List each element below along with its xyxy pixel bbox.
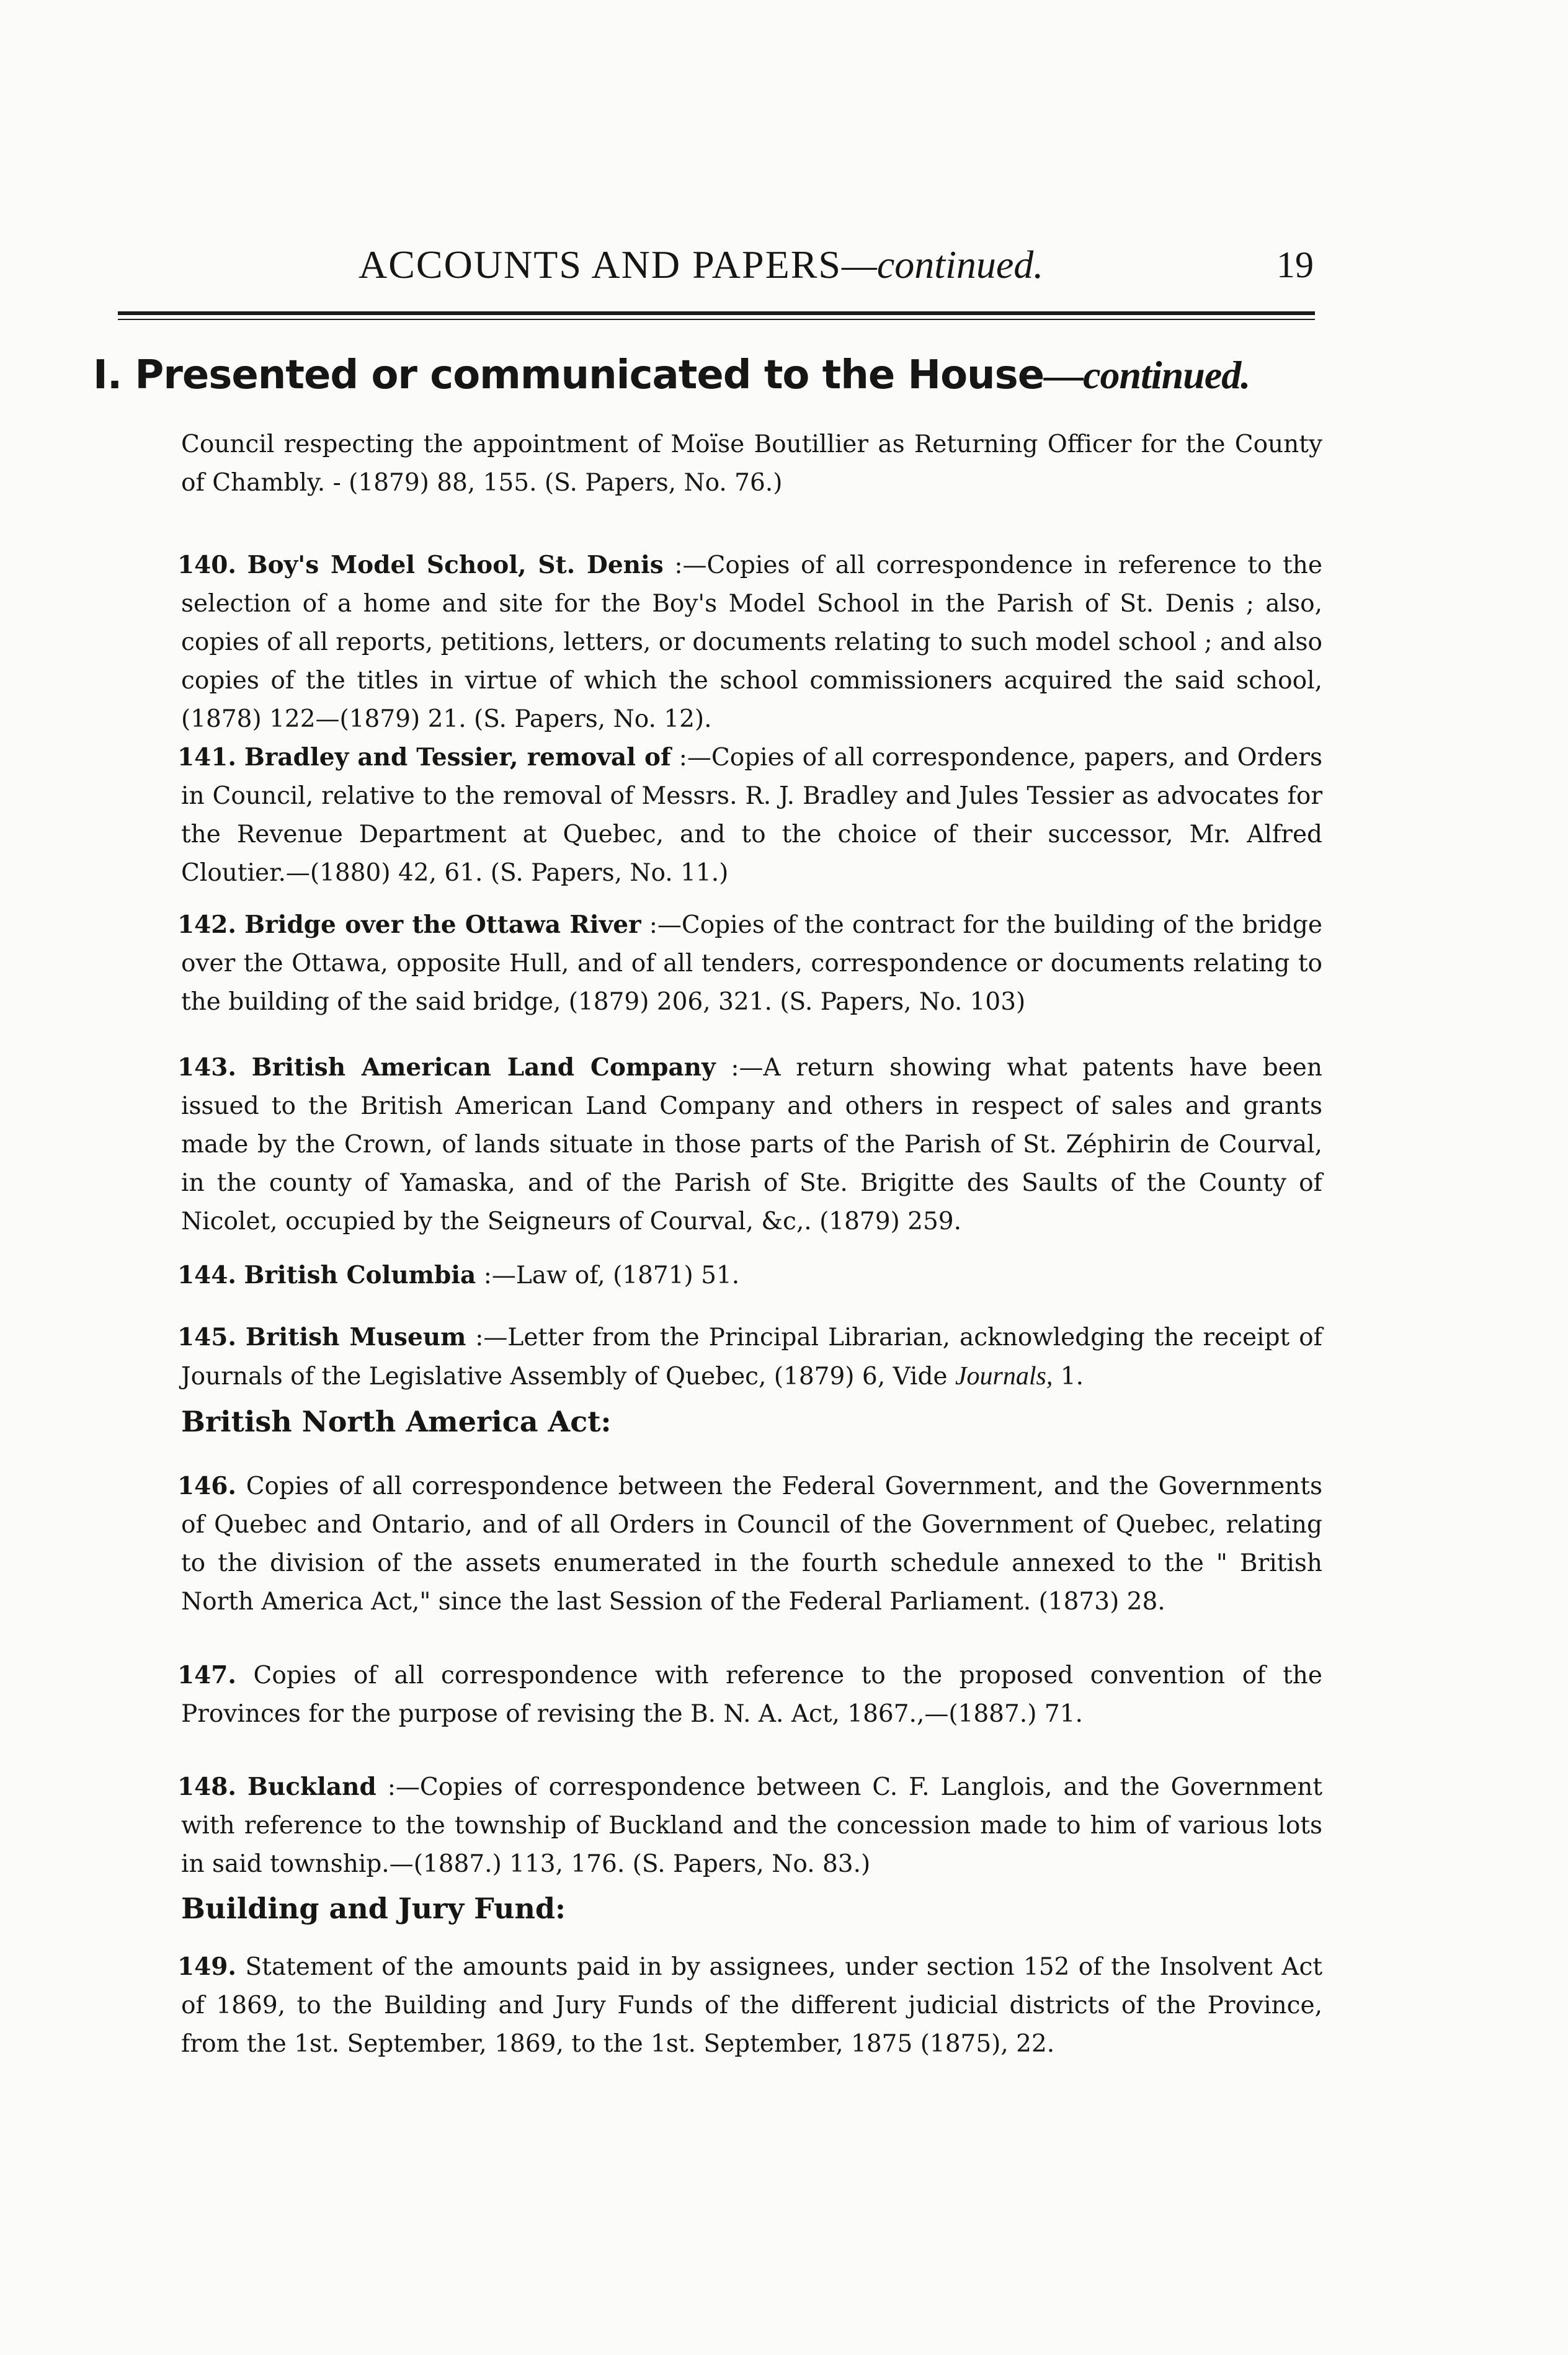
entry-italic-ref: Journals, (955, 1362, 1053, 1391)
entry-144 (177, 1256, 1322, 1295)
entry-heading: Buckland (247, 1773, 376, 1801)
entry-text: :—Copies of all correspondence in reference to the selection of a home and site for the Boy's Model School in the Parish of St. Denis ; also, copies of all reports, petitions, letters, or documents relating to such model school ; and also copies of the titles in virtue of which the school commissioners acquired the said school, (1878) 122—(1879) 21. (S. Papers, No. 12). (181, 551, 1322, 733)
entry-number: 146. (177, 1472, 236, 1500)
entry-heading: Bridge over the Ottawa River (244, 910, 641, 939)
running-header (359, 237, 1314, 293)
page-number: 19 (1276, 244, 1314, 285)
header-rule-thick (118, 311, 1315, 315)
entry-heading: Bradley and Tessier, removal of (244, 743, 671, 772)
header-rule-thin (118, 319, 1315, 320)
entry-text: :—Copies of all correspondence, papers, and Orders in Council, relative to the removal of Messrs. R. J. Bradley and Jules Tessier as advocates for the Revenue Department at Quebec, and to the choice of their successor, Mr. Alfred Cloutier.—(1880) 42, 61. (S. Papers, No. 11.) (181, 744, 1322, 887)
entry-number: 147. (177, 1661, 236, 1689)
entry-number: 148. (177, 1773, 236, 1801)
entry-heading: British Columbia (244, 1261, 476, 1289)
entry-text: :—Copies of the contract for the building of the bridge over the Ottawa, opposite Hull, and of all tenders, correspondence or documents relating to the building of the said bridge, (1879) 206, 321. (S. Papers, No. 103) (181, 911, 1322, 1016)
entry-number: 141. (177, 743, 236, 772)
entry-text: Copies of all correspondence between the Federal Government, and the Governments of Quebec and Ontario, and of all Orders in Council of the Government of Quebec, relating to the division of the assets enumerated in the fourth schedule annexed to the " British North America Act," since the last Session of the Federal Parliament. (1873) 28. (181, 1472, 1322, 1616)
entry-number: 140. (177, 551, 236, 579)
entry-text: :—Copies of correspondence between C. F. Langlois, and the Government with reference to the township of Buckland and the concession made to him of various lots in said township.—(1887.) 113, 176. (S. Papers, No. 83.) (181, 1773, 1323, 1878)
entry-140 (177, 546, 1322, 739)
running-title-suffix: —continued. (841, 243, 1044, 287)
entry-number: 143. (177, 1053, 236, 1082)
entry-heading: Boy's Model School, St. Denis (247, 551, 664, 579)
entry-heading: British American Land Company (251, 1053, 716, 1082)
subheading-bna: British North America Act: (181, 1405, 612, 1438)
subheading-building-fund: Building and Jury Fund: (181, 1892, 566, 1925)
entry-text: Statement of the amounts paid in by assignees, under section 152 of the Insolvent Act of 1869, to the Building and Jury Funds of the different judicial districts of the Province, from the 1st. September, 1869, to the 1st. September, 1875 (1875), 22. (181, 1953, 1322, 2058)
entry-142 (177, 906, 1322, 1022)
entry-text: Copies of all correspondence with reference to the proposed convention of the Provinces for the purpose of revising the B. N. A. Act, 1867.,—(1887.) 71. (181, 1662, 1322, 1728)
entry-149 (177, 1948, 1322, 2063)
entry-number: 149. (177, 1952, 236, 1981)
entry-text-after: 1. (1053, 1363, 1084, 1391)
entry-141 (177, 738, 1322, 893)
continued-entry-text: Council respecting the appointment of Moïse Boutillier as Returning Officer for the County of Chambly. - (1879) 88, 155. (S. Papers, No. 76.) (181, 430, 1322, 497)
entry-146 (177, 1467, 1322, 1621)
entry-number: 145. (177, 1323, 236, 1351)
entry-text: :—Letter from the Principal Librarian, acknowledging the receipt of Journals of the Legislative Assembly of Quebec, (1879) 6, Vide (181, 1324, 1322, 1391)
entry-148 (177, 1768, 1323, 1884)
entry-text: :—Law of, (1871) 51. (483, 1262, 740, 1289)
entry-heading: British Museum (245, 1323, 466, 1351)
section-heading (93, 352, 1250, 398)
entry-number: 142. (177, 910, 236, 939)
entry-145 (177, 1318, 1322, 1396)
entry-143 (177, 1048, 1322, 1241)
entry-text: :—A return showing what patents have been issued to the British American Land Company and others in respect of sales and grants made by the Crown, of lands situate in those parts of the Parish of St. Zéphirin de Courval, in the county of Yamaska, and of the Parish of Ste. Brigitte des Saults of the County of Nicolet, occupied by the Seigneurs of Courval, &c,. (1879) 259. (181, 1054, 1322, 1235)
running-title-text: ACCOUNTS AND PAPERS (359, 243, 842, 287)
running-title (359, 242, 1043, 288)
entry-number: 144. (177, 1261, 236, 1289)
section-heading-suffix: —continued. (1044, 353, 1250, 397)
continued-entry (181, 425, 1322, 502)
section-heading-label: I. Presented or communicated to the House (93, 352, 1045, 398)
entry-147 (177, 1656, 1322, 1734)
